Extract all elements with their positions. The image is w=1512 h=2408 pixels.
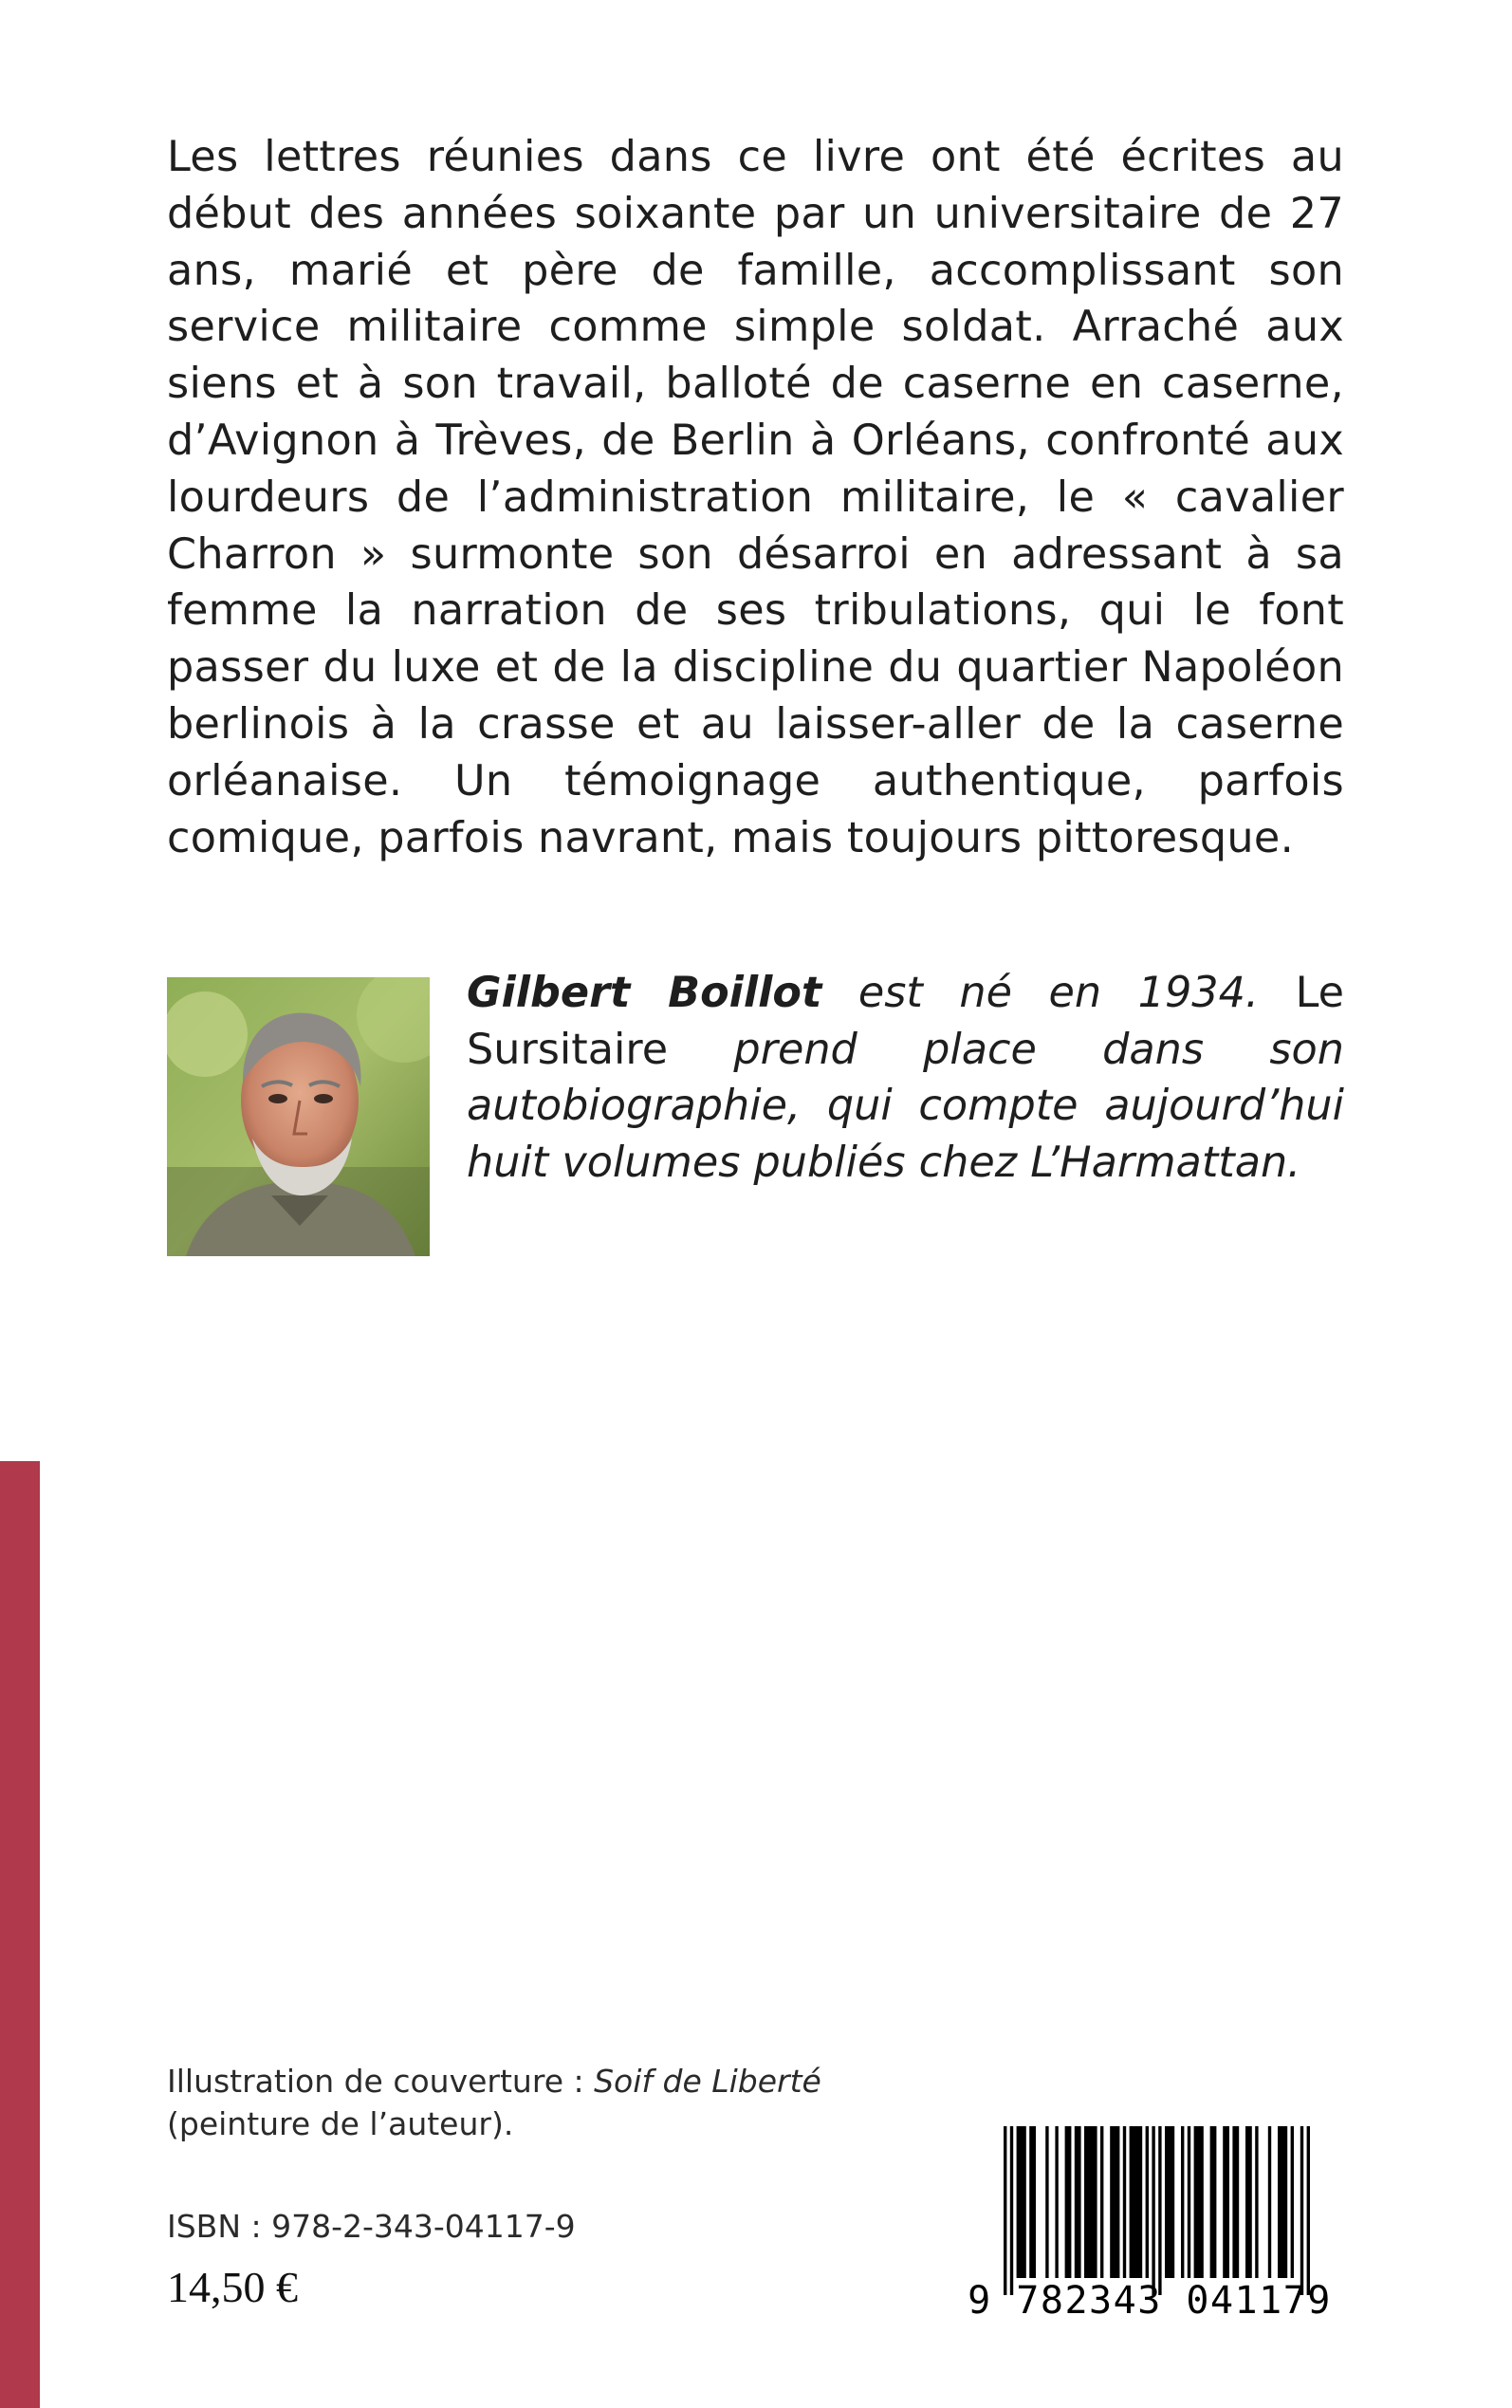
barcode-bar: [1188, 2126, 1190, 2278]
author-bio-rest: prend place dans son autobiographie, qui compte aujourd’hui huit volumes publiés chez L’Harmattan.: [467, 1025, 1344, 1187]
book-title: Le Sursitaire: [467, 969, 1344, 1074]
barcode-bar: [1210, 2126, 1217, 2278]
barcode: [954, 2119, 1345, 2329]
barcode-digits: 9 782343 041179: [968, 2279, 1332, 2323]
credit-artwork: Soif de Liberté: [594, 2063, 821, 2100]
barcode-bar: [1055, 2126, 1058, 2278]
barcode-bar: [1268, 2126, 1271, 2278]
back-cover-blurb: Les lettres réunies dans ce livre ont été écrites au début des années soixante par un universitaire de 27 ans, marié et père de famille, accomplissant son service militaire comme simple soldat. Arraché aux siens et à son travail, balloté de caserne en caserne, d’Avignon à Trèves, de Berlin à Orléans, confronté aux lourdeurs de l’administration militaire, le « cavalier Charron » surmonte son désarroi en adressant à sa femme la narration de ses tribulations, qui le font passer du luxe et de la discipline du quartier Napoléon berlinois à la crasse et au laisser-aller de la caserne orléanaise. Un témoignage authentique, parfois comique, parfois navrant, mais toujours pittoresque.: [167, 133, 1344, 862]
barcode-bar: [1232, 2126, 1239, 2278]
barcode-bar: [1146, 2126, 1149, 2278]
barcode-bar: [1223, 2126, 1229, 2278]
barcode-bar: [1152, 2126, 1154, 2295]
barcode-bar: [1065, 2126, 1072, 2278]
price: 14,50 €: [167, 2263, 298, 2311]
author-photo: [167, 977, 430, 1256]
barcode-bar: [1245, 2126, 1252, 2278]
author-bio: [467, 965, 1344, 1191]
barcode-bar: [1110, 2126, 1119, 2278]
author-born: est né en 1934.: [857, 969, 1260, 1017]
barcode-bar: [1017, 2126, 1026, 2278]
barcode-bar: [1010, 2126, 1013, 2295]
author-portrait-icon: [167, 977, 430, 1256]
barcode-bar: [1300, 2126, 1303, 2295]
barcode-bar: [1045, 2126, 1048, 2278]
barcode-bar: [1100, 2126, 1103, 2278]
barcode-bar: [1084, 2126, 1097, 2278]
barcode-bar: [1165, 2126, 1174, 2278]
barcode-bar: [1158, 2126, 1161, 2295]
cover-illustration-credit: [167, 2060, 831, 2145]
barcode-bar: [1291, 2126, 1294, 2278]
barcode-bar: [1123, 2126, 1126, 2278]
barcode-bar: [1194, 2126, 1204, 2278]
credit-label: Illustration de couverture :: [167, 2063, 595, 2100]
barcode-bar: [1130, 2126, 1143, 2278]
isbn: ISBN : 978-2-343-04117-9: [167, 2208, 576, 2245]
barcode-bar: [1004, 2126, 1006, 2295]
barcode-bar: [1278, 2126, 1287, 2278]
side-color-band: [0, 1461, 40, 2408]
barcode-bar: [1029, 2126, 1036, 2278]
barcode-bar: [1075, 2126, 1081, 2278]
credit-note: (peinture de l’auteur).: [167, 2105, 514, 2142]
barcode-bar: [1307, 2126, 1310, 2295]
barcode-bar: [1181, 2126, 1184, 2278]
barcode-bar: [1255, 2126, 1258, 2278]
author-name: Gilbert Boillot: [467, 969, 822, 1017]
